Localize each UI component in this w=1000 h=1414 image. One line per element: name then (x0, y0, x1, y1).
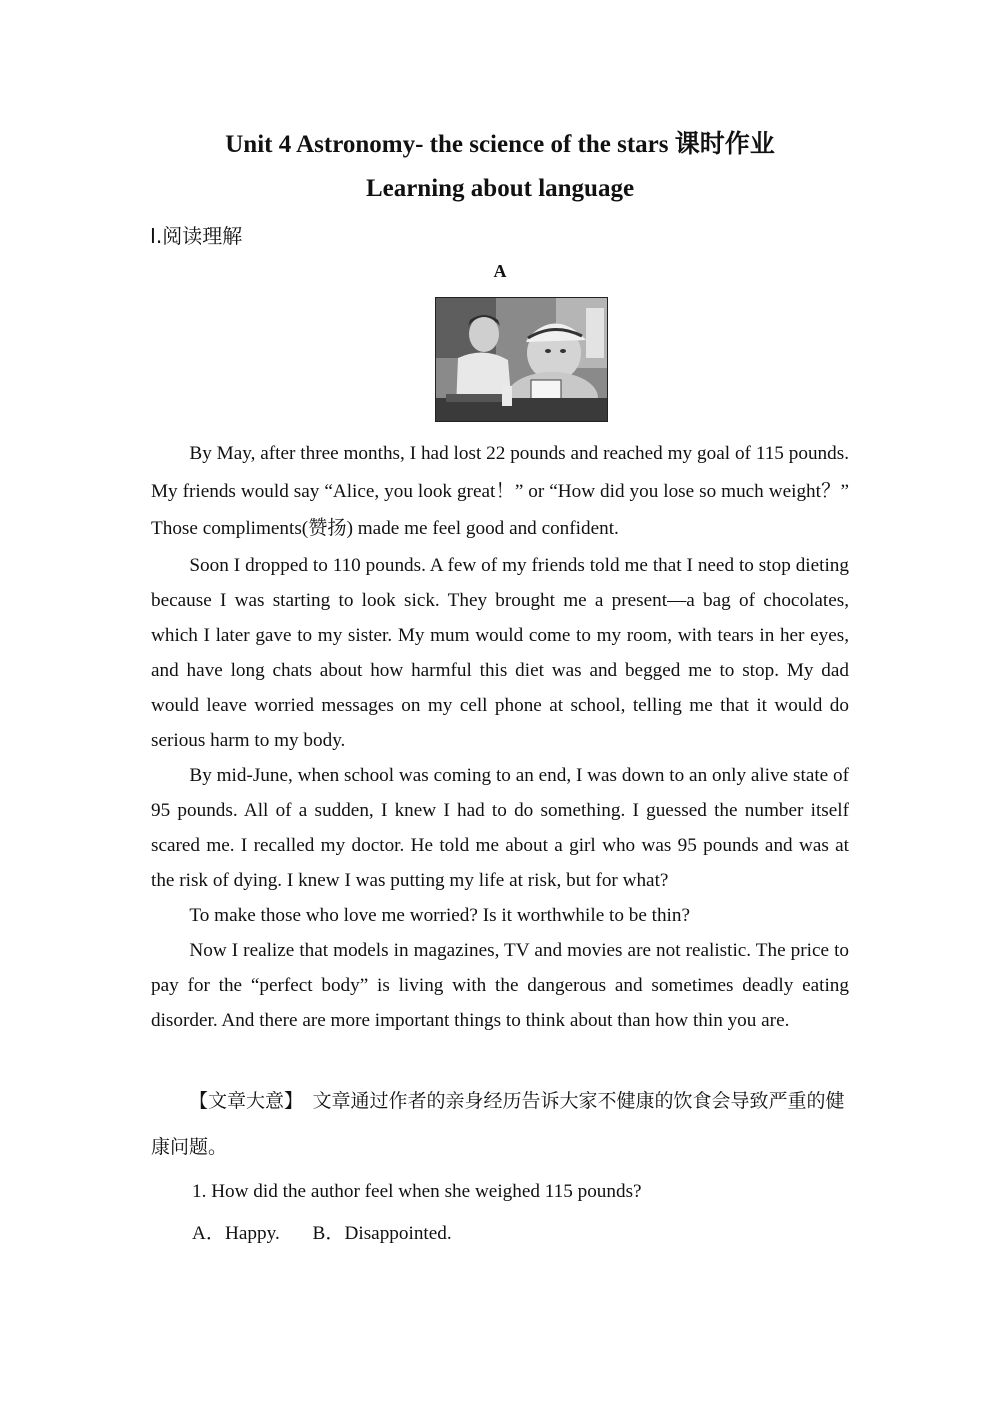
page-title: Unit 4 Astronomy- the science of the stars 课时作业 (225, 131, 775, 158)
option-b[interactable]: B．Disappointed. (312, 1223, 452, 1244)
question-stem: 1. How did the author feel when she weighed 115 pounds? (192, 1181, 642, 1202)
photo-two-boys-eating-icon (435, 297, 608, 422)
page-subtitle: Learning about language (365, 175, 635, 202)
passage-paragraph: By mid-June, when school was coming to an end, I was down to an only alive state of 95 pounds. All of a sudden, I knew I had to do something. I guessed the number itself scared me. I recalled my doctor. He told me about a girl who was 95 pounds and was at the risk of dying. I knew I was putting my life at risk, but for what? (151, 764, 849, 891)
passage-paragraph: Now I realize that models in magazines, TV and movies are not realistic. The price to pay for the “perfect body” is living with the dangerous and sometimes deadly eating disorder. And there are more important things to think about than how thin you are. (151, 939, 849, 1031)
passage-letter: A (493, 261, 507, 281)
passage-paragraph: By May, after three months, I had lost 22 pounds and reached my goal of 115 pounds. My friends would say “Alice, you look great！” or “How did you lose so much weight？” Those compliments(赞扬) made me feel good and confident. (151, 443, 849, 539)
passage-paragraph: Soon I dropped to 110 pounds. A few of my friends told me that I need to stop dieting because I was starting to look sick. They brought me a present—a bag of chocolates, which I later gave to my sister. My mum would come to my room, with tears in her eyes, and have long chats about how harmful this diet was and begged me to stop. My dad would leave worried messages on my cell phone at school, telling me that it would do serious harm to my body. (151, 554, 849, 751)
reading-passage (151, 435, 849, 1038)
article-summary: 【文章大意】 文章通过作者的亲身经历告诉大家不健康的饮食会导致严重的健康问题。 (151, 1090, 845, 1158)
option-a[interactable]: A．Happy. (192, 1223, 280, 1244)
question-options (192, 1218, 452, 1245)
passage-paragraph: To make those who love me worried? Is it worthwhile to be thin? (189, 904, 690, 926)
section-heading: Ⅰ.阅读理解 (150, 224, 243, 248)
